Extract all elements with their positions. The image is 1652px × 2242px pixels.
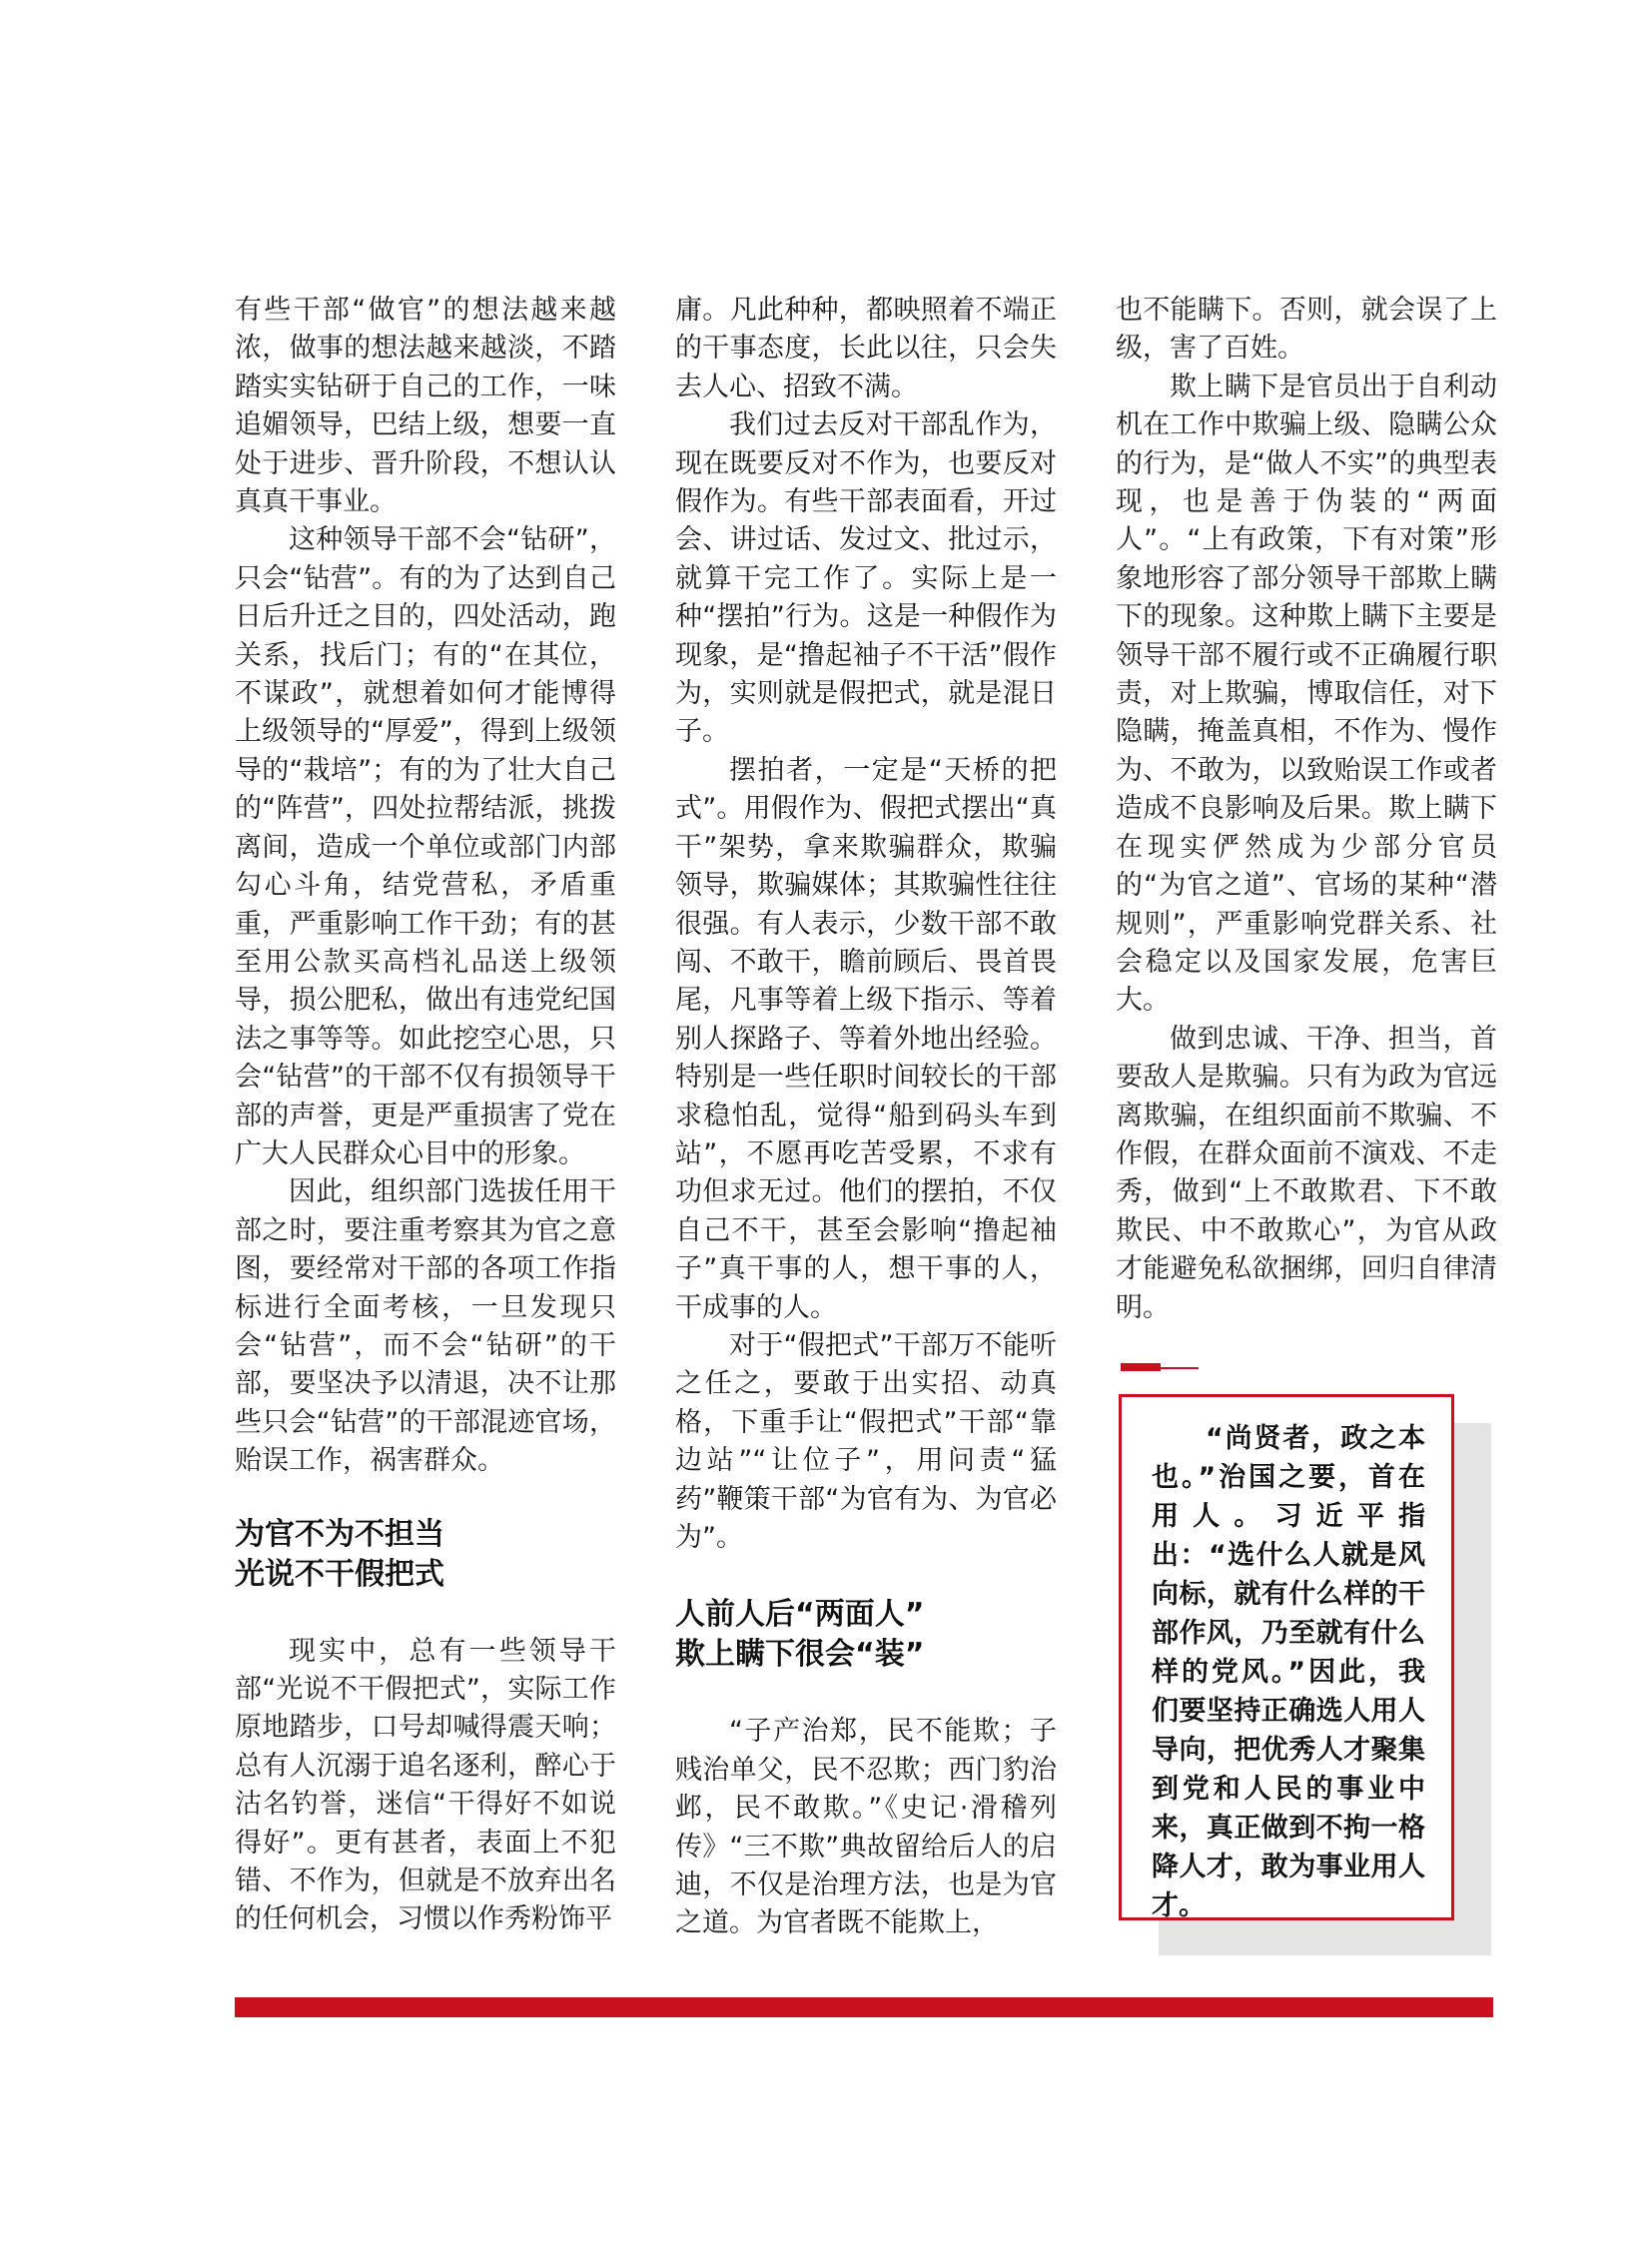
paragraph: 欺上瞒下是官员出于自利动机在工作中欺骗上级、隐瞒公众的行为，是“做人不实”的典型表现，也是善于伪装的“两面人”。“上有政策，下有对策”形象地形容了部分领导干部欺上瞒下的现象。这种欺上瞒下主要是领导干部不履行或不正确履行职责，对上欺骗，博取信任，对下隐瞒，掩盖真相，不作为、慢作为、不敢为，以致贻误工作或者造成不良影响及后果。欺上瞒下在现实俨然成为少部分官员的“为官之道”、官场的某种“潜规则”，严重影响党群关系、社会稳定以及国家发展，危害巨大。: [1116, 371, 1497, 1017]
paragraph: 也不能瞒下。否则，就会误了上级，害了百姓。: [1116, 295, 1497, 365]
heading-line: 欺上瞒下很会“装”: [675, 1637, 925, 1673]
column-2: [675, 292, 1057, 1943]
paragraph: 现实中，总有一些领导干部“光说不干假把式”，实际工作原地踏步，口号却喊得震天响；总有人沉溺于追名逐利，醉心于沽名钓誉，迷信“干得好不如说得好”。更有甚者，表面上不犯错、不作为，但就是不放弃出名的任何机会，习惯以作秀粉饰平: [235, 1635, 616, 1935]
heading-line: 光说不干假把式: [235, 1556, 444, 1592]
paragraph: 做到忠诚、干净、担当，首要敌人是欺骗。只有为政为官远离欺骗，在组织面前不欺骗、不作假，在群众面前不演戏、不走秀，做到“上不敢欺君、下不敢欺民、中不敢欺心”，为官从政才能避免私欲捆绑，回归自律清明。: [1116, 1023, 1497, 1323]
paragraph: 对于“假把式”干部万不能听之任之，要敢于出实招、动真格，下重手让“假把式”干部“靠边站”“让位子”，用问责“猛药”鞭策干部“为官有为、为官必为”。: [675, 1329, 1057, 1553]
bottom-red-bar: [235, 1997, 1493, 2017]
heading-line: 为官不为不担当: [235, 1516, 444, 1552]
section-heading-1: [235, 1515, 616, 1595]
decorative-red-line: [1161, 1367, 1199, 1369]
section-heading-2: [675, 1595, 1057, 1675]
pull-quote-box: [1119, 1394, 1454, 1920]
column-3: [1116, 292, 1497, 1327]
column-1: [235, 292, 616, 1939]
paragraph: 这种领导干部不会“钻研”，只会“钻营”。有的为了达到自己日后升迁之目的，四处活动，跑关系，找后门；有的“在其位，不谋政”，就想着如何才能博得上级领导的“厚爱”，得到上级领导的“栽培”；有的为了壮大自己的“阵营”，四处拉帮结派，挑拨离间，造成一个单位或部门内部勾心斗角，结党营私，矛盾重重，严重影响工作干劲；有的甚至用公款买高档礼品送上级领导，损公肥私，做出有违党纪国法之事等等。如此挖空心思，只会“钻营”的干部不仅有损领导干部的声誉，更是严重损害了党在广大人民群众心目中的形象。: [235, 524, 616, 1169]
paragraph: 庸。凡此种种，都映照着不端正的干事态度，长此以往，只会失去人心、招致不满。: [675, 295, 1057, 402]
paragraph: 有些干部“做官”的想法越来越浓，做事的想法越来越淡，不踏踏实实钻研于自己的工作，一味追媚领导，巴结上级，想要一直处于进步、晋升阶段，不想认认真真干事业。: [235, 295, 616, 518]
heading-line: 人前人后“两面人”: [675, 1597, 925, 1633]
paragraph: 我们过去反对干部乱作为，现在既要反对不作为，也要反对假作为。有些干部表面看，开过会、讲过话、发过文、批过示，就算干完工作了。实际上是一种“摆拍”行为。这是一种假作为现象，是“撸起袖子不干活”假作为，实则就是假把式，就是混日子。: [675, 409, 1057, 748]
paragraph: 因此，组织部门选拔任用干部之时，要注重考察其为官之意图，要经常对干部的各项工作指标进行全面考核，一旦发现只会“钻营”，而不会“钻研”的干部，要坚决予以清退，决不让那些只会“钻营”的干部混迹官场，贻误工作，祸害群众。: [235, 1176, 616, 1477]
paragraph: “子产治郑，民不能欺；子贱治单父，民不忍欺；西门豹治邺，民不敢欺。”《史记·滑稽列传》“三不欺”典故留给后人的启迪，不仅是治理方法，也是为官之道。为官者既不能欺上，: [675, 1716, 1057, 1939]
paragraph: 摆拍者，一定是“天桥的把式”。用假作为、假把式摆出“真干”架势，拿来欺骗群众，欺骗领导，欺骗媒体；其欺骗性往往很强。有人表示，少数干部不敢闯、不敢干，瞻前顾后、畏首畏尾，凡事等着上级下指示、等着别人探路子、等着外地出经验。特别是一些任职时间较长的干部求稳怕乱，觉得“船到码头车到站”，不愿再吃苦受累，不求有功但求无过。他们的摆拍，不仅自己不干，甚至会影响“撸起袖子”真干事的人，想干事的人，干成事的人。: [675, 754, 1057, 1323]
pull-quote-text: “尚贤者，政之本也。”治国之要，首在用人。习近平指出：“选什么人就是风向标，就有什么样的干部作风，乃至就有什么样的党风。”因此，我们要坚持正确选人用人导向，把优秀人才聚集到党和人民的事业中来，真正做到不拘一格降人才，敢为事业用人才。: [1152, 1423, 1425, 1921]
decorative-red-mark: [1121, 1363, 1161, 1371]
